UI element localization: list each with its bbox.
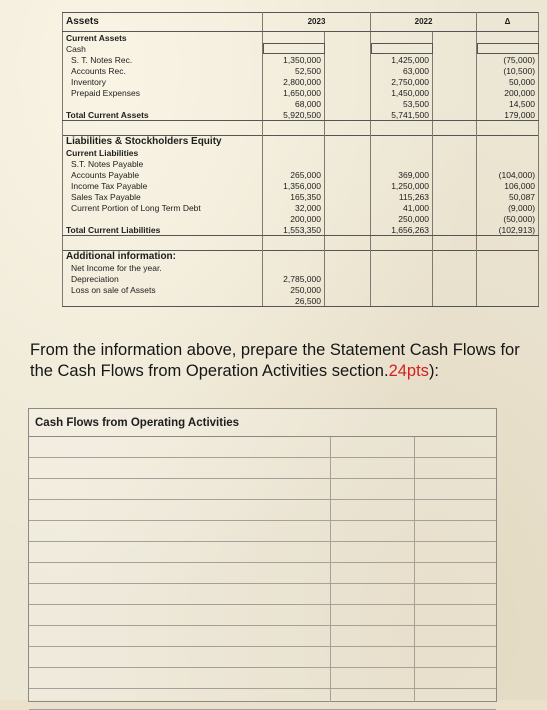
table-row [63,87,539,98]
table-row [63,54,539,65]
total-label: Total Current Liabilities [63,224,263,236]
balance-sheet-table [62,12,539,307]
value-2023: 265,000 [263,169,325,180]
table-row [63,273,539,284]
question-text: From the information above, prepare the Statement Cash Flows for the Cash Flows from Operation Activities section. [30,341,520,380]
value-2022: 2,750,000 [371,76,433,87]
value-2023 [263,262,325,273]
spacer-row [63,236,539,251]
value-delta: (10,500) [477,65,539,76]
table-row [63,158,539,169]
row-label: Prepaid Expenses [63,87,263,98]
table-row [63,43,539,54]
question-prompt [30,340,530,382]
value-delta [477,43,539,54]
row-label: Depreciation [63,273,263,284]
table-row [63,180,539,191]
points-label: 24pts [388,362,429,380]
current-liabilities-label: Current Liabilities [63,147,263,158]
table-row [63,191,539,202]
value-delta: 50,087 [477,191,539,202]
value-delta: (50,000) [477,213,539,224]
answer-row[interactable] [29,626,496,647]
value-delta: (104,000) [477,169,539,180]
row-label: S. T. Notes Rec. [63,54,263,65]
additional-info-heading-row [63,251,539,263]
answer-row[interactable] [29,647,496,668]
row-label: S.T. Notes Payable [63,158,263,169]
row-label: Current Portion of Long Term Debt [63,202,263,213]
value-2023: 1,356,000 [263,180,325,191]
answer-table [28,408,497,702]
value-2022: 63,000 [371,65,433,76]
row-label [63,295,263,307]
total-current-liabilities-row [63,224,539,236]
answer-row[interactable] [29,437,496,458]
value-2023: 1,650,000 [263,87,325,98]
answer-grid [29,436,496,702]
value-2023: 26,500 [263,295,325,307]
row-label: Net Income for the year. [63,262,263,273]
row-label [63,98,263,109]
total-label: Total Current Assets [63,109,263,121]
value-2023: 2,800,000 [263,76,325,87]
spacer-row [63,121,539,136]
table-header-row [63,13,539,32]
current-assets-label: Current Assets [63,32,263,44]
value-delta [477,158,539,169]
value-2023: 2,785,000 [263,273,325,284]
year-2023-header: 2023 [263,13,371,32]
row-label: Income Tax Payable [63,180,263,191]
answer-row[interactable] [29,668,496,689]
value-2022: 115,263 [371,191,433,202]
current-liabilities-row [63,147,539,158]
answer-row[interactable] [29,479,496,500]
table-row [63,169,539,180]
value-2022: 1,250,000 [371,180,433,191]
table-row [63,213,539,224]
value-delta: 50,000 [477,76,539,87]
row-label: Accounts Rec. [63,65,263,76]
answer-row[interactable] [29,458,496,479]
value-2023 [263,43,325,54]
current-assets-row [63,32,539,44]
value-delta: 14,500 [477,98,539,109]
total-current-assets-row [63,109,539,121]
liabilities-heading: Liabilities & Stockholders Equity [63,136,263,148]
row-label: Loss on sale of Assets [63,284,263,295]
value-2023: 1,350,000 [263,54,325,65]
delta-header: Δ [477,13,539,32]
total-delta: 179,000 [477,109,539,121]
liabilities-heading-row [63,136,539,148]
value-2023: 32,000 [263,202,325,213]
answer-row[interactable] [29,563,496,584]
row-label: Sales Tax Payable [63,191,263,202]
value-2023: 200,000 [263,213,325,224]
total-2022: 1,656,263 [371,224,433,236]
table-row [63,284,539,295]
table-row [63,98,539,109]
table-row [63,262,539,273]
answer-row[interactable] [29,605,496,626]
question-tail: ): [428,362,440,380]
table-row [63,65,539,76]
value-2023: 250,000 [263,284,325,295]
answer-row[interactable] [29,521,496,542]
table-row [63,295,539,307]
table-row [63,202,539,213]
year-2022-header: 2022 [371,13,477,32]
value-2023: 68,000 [263,98,325,109]
total-delta: (102,913) [477,224,539,236]
value-2022: 41,000 [371,202,433,213]
value-2022: 1,425,000 [371,54,433,65]
total-2022: 5,741,500 [371,109,433,121]
value-delta: (75,000) [477,54,539,65]
row-label: Accounts Payable [63,169,263,180]
answer-table-title: Cash Flows from Operating Activities [35,417,240,429]
value-2022 [371,43,433,54]
total-2023: 5,920,500 [263,109,325,121]
value-2023: 165,350 [263,191,325,202]
value-delta: (9,000) [477,202,539,213]
value-2022: 53,500 [371,98,433,109]
row-label [63,213,263,224]
value-2022: 1,450,000 [371,87,433,98]
answer-row[interactable] [29,542,496,563]
value-delta: 200,000 [477,87,539,98]
value-2023: 52,500 [263,65,325,76]
value-2022 [371,158,433,169]
answer-row[interactable] [29,500,496,521]
row-label: Cash [63,43,263,54]
answer-row[interactable] [29,584,496,605]
assets-heading: Assets [63,13,263,32]
value-delta: 106,000 [477,180,539,191]
additional-info-heading: Additional information: [63,251,263,263]
value-2023 [263,158,325,169]
table-row [63,76,539,87]
row-label: Inventory [63,76,263,87]
total-2023: 1,553,350 [263,224,325,236]
value-2022: 250,000 [371,213,433,224]
value-2022: 369,000 [371,169,433,180]
